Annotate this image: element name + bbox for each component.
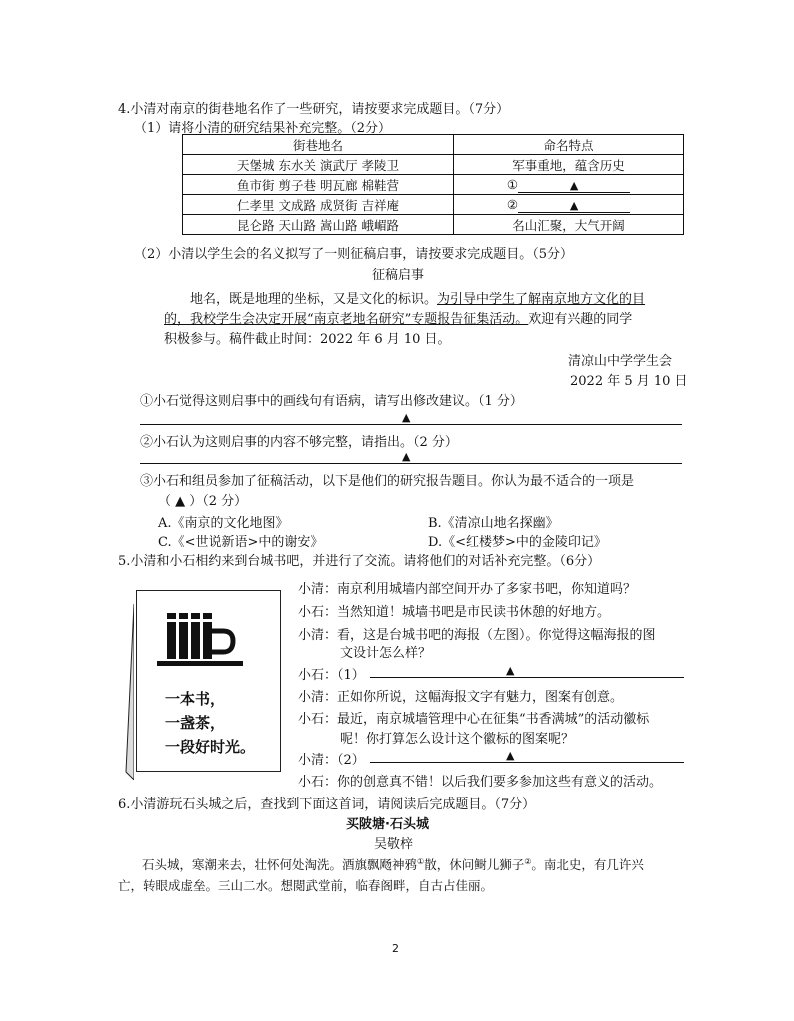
table-header: 命名特点 xyxy=(454,135,684,155)
table-cell: 仁孝里 文成路 成贤街 吉祥庵 xyxy=(183,195,454,215)
blank-number: ② xyxy=(506,196,519,212)
answer-line[interactable] xyxy=(370,677,684,678)
table-cell xyxy=(454,195,684,215)
dialogue-line: 小清：南京利用城墙内部空间开办了多家书吧，你知道吗？ xyxy=(298,582,637,597)
table-cell: 天堡城 东水关 演武厅 孝陵卫 xyxy=(183,155,454,175)
dialogue-line: 小石：当然知道！城墙书吧是市民读书休憩的好地方。 xyxy=(298,605,611,620)
notice-line-2: 的，我校学生会决定开展“南京老地名研究”专题报告征集活动。欢迎有兴趣的同学 xyxy=(164,312,633,327)
answer-line[interactable] xyxy=(140,463,682,464)
speaker: 小清： xyxy=(298,753,338,768)
table-cell: 军事重地，蕴含历史 xyxy=(454,155,684,175)
poem-line-2: 亡，转眼成虚垒。三山二水。想閲武堂前，临春阁畔，自古占佳丽。 xyxy=(118,878,494,893)
table-header-row xyxy=(183,135,684,155)
poem-line-1: 石头城，寒潮来去，壮怀何处淘洗。酒旗飘飏神鸦①散，休问鲥儿狮子②。南北史，有几许兴 xyxy=(142,856,644,872)
underlined-sentence: 的，我校学生会决定开展“南京老地名研究”专题报告征集活动。 xyxy=(164,312,529,327)
triangle-icon: ▲ xyxy=(506,749,515,762)
q4-part2: （2）小清以学生会的名义拟写了一则征稿启事，请按要求完成题目。（5分） xyxy=(134,247,574,262)
triangle-icon: ▲ xyxy=(569,198,579,212)
q4-sub3: ③小石和组员参加了征稿活动，以下是他们的研究报告题目。你认为最不适合的一项是 xyxy=(140,474,635,489)
answer-blank[interactable] xyxy=(518,178,630,193)
q5-stem: 5.小清和小石相约来到台城书吧，并进行了交流。请将他们的对话补充完整。（6分） xyxy=(118,554,601,569)
notice-line-1: 地名，既是地理的坐标，又是文化的标识。为引导中学生了解南京地方文化的目 xyxy=(190,292,646,307)
q6-stem: 6.小清游玩石头城之后，查找到下面这首词，请阅读后完成题目。（7分） xyxy=(118,797,536,812)
q4-sub2: ②小石认为这则启事的内容不够完整，请指出。（2 分） xyxy=(140,435,458,450)
dialogue-line: 小石：你的创意真不错！以后我们要多参加这些有意义的活动。 xyxy=(298,775,663,790)
dialogue-line: 呢！你打算怎么设计这个徽标的图案呢？ xyxy=(340,732,575,747)
table-cell: 名山汇聚，大气开阔 xyxy=(454,215,684,235)
option-d[interactable]: D.《<红楼梦>中的金陵印记》 xyxy=(428,535,607,550)
answer-line[interactable] xyxy=(370,762,684,763)
q4-sub3-answer: （ ▲ ）（2 分） xyxy=(158,494,248,509)
table-cell: 鱼市街 剪子巷 明瓦廊 棉鞋营 xyxy=(183,175,454,195)
answer-line[interactable] xyxy=(140,424,682,425)
option-b[interactable]: B.《清凉山地名探幽》 xyxy=(428,516,559,531)
q4-part1: （1）请将小清的研究结果补充完整。（2分） xyxy=(134,121,392,136)
q4-stem: 4.小清对南京的街巷地名作了一些研究，请按要求完成题目。（7分） xyxy=(118,102,510,117)
poster-text xyxy=(165,687,255,759)
speaker: 小清： xyxy=(298,582,338,597)
option-a[interactable]: A.《南京的文化地图》 xyxy=(158,516,289,531)
table-row xyxy=(183,195,684,215)
poem-author: 吴敬梓 xyxy=(374,837,414,852)
option-c[interactable]: C.《<世说新语>中的谢安》 xyxy=(158,535,324,550)
speaker: 小清： xyxy=(298,690,338,705)
speaker: 小清： xyxy=(298,628,338,643)
speaker: 小石： xyxy=(298,775,338,790)
table-row xyxy=(183,215,684,235)
table-header: 街巷地名 xyxy=(183,135,454,155)
poster-line: 一盏茶， xyxy=(165,714,226,732)
dialogue-line: 小清：（2） xyxy=(298,753,365,768)
poster-line: 一段好时光。 xyxy=(165,738,256,756)
dialogue-line: 小石：（1） xyxy=(298,668,365,683)
dialogue-line: 小石：最近，南京城墙管理中心在征集“书香满城”的活动徽标 xyxy=(298,712,650,727)
table-row xyxy=(183,155,684,175)
answer-blank[interactable] xyxy=(518,198,630,213)
footnote-mark: ② xyxy=(524,856,532,866)
table-cell: 昆仑路 天山路 嵩山路 峨嵋路 xyxy=(183,215,454,235)
triangle-icon: ▲ xyxy=(506,664,515,677)
speaker: 小石： xyxy=(298,605,338,620)
notice-date: 2022 年 5 月 10 日 xyxy=(570,374,688,389)
table-row xyxy=(183,175,684,195)
notice-line-3: 积极参与。稿件截止时间：2022 年 6 月 10 日。 xyxy=(164,332,451,347)
poster-page-curl xyxy=(124,604,134,780)
table-cell xyxy=(454,175,684,195)
dialogue-line: 小清：看，这是台城书吧的海报（左图）。你觉得这幅海报的图 xyxy=(298,628,656,643)
notice-title: 征稿启事 xyxy=(372,268,425,283)
triangle-icon: ▲ xyxy=(569,178,579,192)
triangle-icon: ▲ xyxy=(402,411,411,424)
speaker: 小石： xyxy=(298,712,338,727)
q4-sub1: ①小石觉得这则启事中的画线句有语病，请写出修改建议。（1 分） xyxy=(140,394,523,409)
poem-title: 买陂塘·石头城 xyxy=(346,817,429,832)
street-name-table xyxy=(182,134,684,235)
page-number: 2 xyxy=(392,942,399,955)
dialogue-line: 文设计怎么样？ xyxy=(340,646,432,661)
blank-number: ① xyxy=(506,176,519,192)
notice-signature: 清凉山中学学生会 xyxy=(568,354,673,369)
dialogue-line: 小清：正如你所说，这幅海报文字有魅力，图案有创意。 xyxy=(298,690,624,705)
speaker: 小石： xyxy=(298,668,338,683)
underlined-sentence: 为引导中学生了解南京地方文化的目 xyxy=(437,292,646,307)
triangle-icon: ▲ xyxy=(402,450,411,463)
footnote-mark: ① xyxy=(417,856,425,866)
poster-line: 一本书， xyxy=(165,690,226,708)
books-cup-icon xyxy=(157,609,257,671)
bookbar-poster xyxy=(136,590,281,772)
